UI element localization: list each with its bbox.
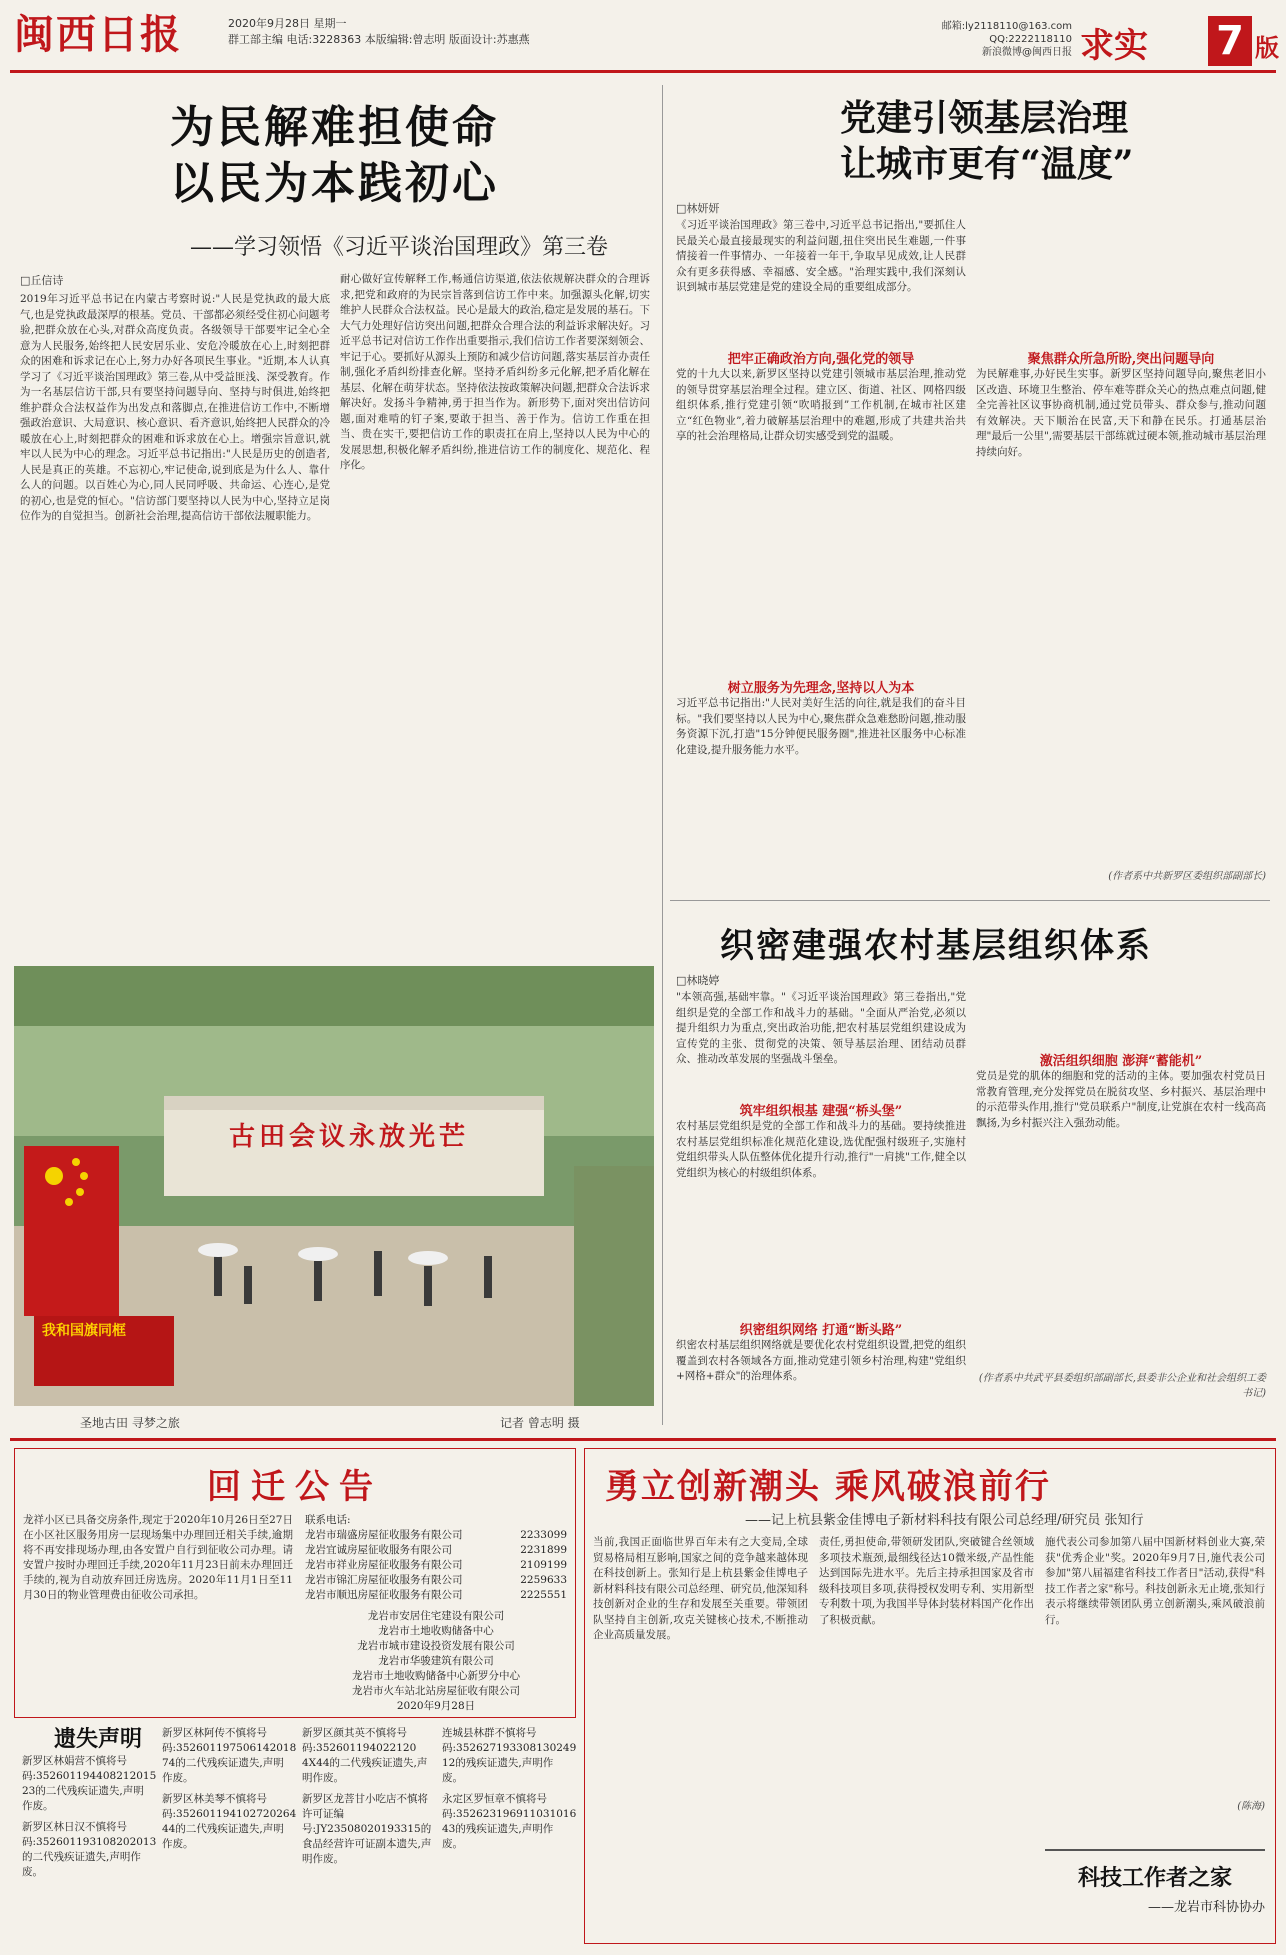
article3-section2-heading: 织密组织网络 打通“断头路” bbox=[739, 1323, 903, 1338]
article2-section1-text: 党的十九大以来,新罗区坚持以党建引领城市基层治理,推动党的领导贯穿基层治理全过程。建立区、街道、社区、网格四级组织体系,推行党建引领“吹哨报到”工作机制,在城市社区建立“红色物业”,着力破解基层治理中的难题,形成了共建共治共享的社会治理格局,让群众切实感受到党的温暖。 bbox=[676, 368, 966, 442]
photo-gutian bbox=[14, 966, 654, 1406]
article2-section3-text: 为民解难事,办好民生实事。新罗区坚持问题导向,聚焦老旧小区改造、环境卫生整治、停车难等群众关心的热点难点问题,健全完善社区议事协商机制,通过党员带头、群众参与,推动问题有效解决。天下顺治在民富,天下和静在民乐。打通基层治理"最后一公里",需要基层干部练就过硬本领,推动城市基层治理持续向好。 bbox=[976, 368, 1266, 458]
article3-author-note: (作者系中共武平县委组织部副部长,县委非公企业和社会组织工委书记) bbox=[978, 1373, 1266, 1399]
article3-intro: "本领高强,基础牢靠。"《习近平谈治国理政》第三卷指出,"党组织是党的全部工作和战斗力的基础。"全面从严治党,必须以提升组织力为重点,突出政治功能,把农村基层党组织建设成为宣传党的主张、贯彻党的决策、领导基层治理、团结动员群众、推动改革发展的坚强战斗堡垒。 bbox=[676, 991, 966, 1065]
newspaper-title: 闽西日报 bbox=[14, 11, 182, 58]
article2-column-1 bbox=[676, 218, 966, 846]
notice-issuers: 龙岩市安居住宅建设有限公司 龙岩市土地收购储备中心 龙岩市城市建设投资发展有限公司 龙岩市华骏建筑有限公司 龙岩市土地收购储备中心新罗分中心 龙岩市火车站北站房屋征收有限公司 2020年9月28日 bbox=[352, 1610, 520, 1712]
photo-sign-text: 古田会议永放光芒 bbox=[229, 1122, 470, 1152]
article3-section3-heading: 激活组织细胞 澎湃“蓄能机” bbox=[1039, 1054, 1203, 1069]
sci-home-title: 科技工作者之家 bbox=[1077, 1865, 1232, 1891]
article3-byline: □林晓婷 bbox=[676, 974, 720, 987]
article2-author-note: (作者系中共新罗区委组织部副部长) bbox=[1108, 871, 1266, 882]
lost-item: 新罗区颜其英不慎将号码:352601194022120 4X44的二代残疾证遗失,声明作废。 bbox=[302, 1727, 428, 1784]
article1-headline bbox=[170, 100, 590, 212]
lost-item: 新罗区林阿传不慎将号码:352601197506142018 74的二代残疾证遗失,声明作废。 bbox=[162, 1727, 297, 1784]
article3-section1-text: 农村基层党组织是党的全部工作和战斗力的基础。要持续推进农村基层党组织标准化规范化建设,选优配强村级班子,实施村党组织带头人队伍整体优化提升行动,推行"一肩挑"工作,健全以党组织为核心的村级组织体系。 bbox=[676, 1120, 966, 1179]
contact-weibo: 新浪微博@闽西日报 bbox=[982, 47, 1072, 58]
sci-home-box bbox=[1045, 1849, 1265, 1931]
issue-date: 2020年9月28日 星期一 bbox=[228, 17, 347, 30]
lost-title: 遗失声明 bbox=[54, 1726, 143, 1752]
notice-contacts bbox=[305, 1513, 567, 1714]
lost-item: 新罗区林日汉不慎将号码:352601193108202013的二代残疾证遗失,声明作废。 bbox=[22, 1821, 157, 1878]
lost-column-4 bbox=[442, 1726, 577, 1858]
article3-section1-heading: 筑牢组织根基 建强“桥头堡” bbox=[739, 1104, 903, 1119]
sci-home-subtitle: ——龙岩市科协协办 bbox=[1147, 1900, 1265, 1915]
article4-subtitle: ——记上杭县紫金佳博电子新材料科技有限公司总经理/研究员 张知行 bbox=[745, 1513, 1144, 1528]
contact-row: 龙岩市顺迅房屋征收服务有限公司 2225551 bbox=[305, 1589, 567, 1601]
article2-intro: 《习近平谈治国理政》第三卷中,习近平总书记指出,"要抓住人民最关心最直接最现实的利益问题,扭住突出民生难题,一件事情接着一件事情办、一年接着一年干,争取早见成效,让人民群众有更多获得感、幸福感、安全感。"治理实践中,我们深刻认识到城市基层党建是党的建设全局的重要组成部分。 bbox=[676, 219, 966, 293]
contact-email: 邮箱:ly2118110@163.com bbox=[941, 21, 1072, 32]
contact-row: 龙岩市祥业房屋征收服务有限公司 2109199 bbox=[305, 1559, 567, 1571]
article1-title-line1: 为民解难担使命 bbox=[170, 102, 499, 153]
article1-subtitle: ——学习领悟《习近平谈治国理政》第三卷 bbox=[190, 235, 609, 260]
article3-section3-text: 党员是党的肌体的细胞和党的活动的主体。要加强农村党员日常教育管理,充分发挥党员在脱贫攻坚、乡村振兴、基层治理中的示范带头作用,推行"党员联系户"制度,让党旗在农村一线高高飘扬,为乡村振兴注入强劲动能。 bbox=[976, 1070, 1266, 1129]
article2-section2-text: 习近平总书记指出:"人民对美好生活的向往,就是我们的奋斗目标。"我们要坚持以人民为中心,聚焦群众急难愁盼问题,推动服务资源下沉,打造"15分钟便民服务圈",推进社区服务中心标准化建设,提升服务能力水平。 bbox=[676, 697, 966, 756]
photo-caption: 圣地古田 寻梦之旅 bbox=[80, 1416, 180, 1430]
article2-column-2 bbox=[976, 218, 1266, 882]
notice-body: 龙祥小区已具备交房条件,现定于2020年10月26日至27日在小区社区服务用房一层现场集中办理回迁相关手续,逾期将不再安排现场办理,由各安置户自行到征收公司办理。请安置户按时办理回迁手续,2020年11月23日前未办理回迁手续的,视为自动放弃回迁房选房。2020年11月1日至11月30日的物业管理费由征收公司承担。 bbox=[23, 1514, 293, 1601]
notice-title: 回迁公告 bbox=[207, 1467, 383, 1507]
masthead-info bbox=[228, 16, 530, 48]
article4-title: 勇立创新潮头 乘风破浪前行 bbox=[605, 1467, 1051, 1507]
article2-headline bbox=[840, 95, 1260, 187]
section-name: 求实 bbox=[1080, 26, 1148, 66]
lost-item: 连城县林群不慎将号码:352627193308130249 12的残疾证遗失,声明作废。 bbox=[442, 1727, 577, 1784]
relocation-notice bbox=[14, 1448, 576, 1718]
photo-banner-text: 我和国旗同框 bbox=[42, 1323, 126, 1339]
photo-illustration bbox=[14, 966, 654, 1406]
lost-item: 新罗区林娟营不慎将号码:352601194408212015 23的二代残疾证遗失,声明作废。 bbox=[22, 1755, 157, 1812]
lost-item: 新罗区龙菩甘小吃店不慎将许可证编号:JY23508020193315的食品经营许可证副本遗失,声明作废。 bbox=[302, 1793, 432, 1865]
editor-line: 群工部主编 电话:3228363 本版编辑:曾志明 版面设计:苏惠燕 bbox=[228, 33, 530, 46]
article4-column-3: 施代表公司参加第八届中国新材料创业大赛,荣获"优秀企业"奖。2020年9月7日,施代表公司参加"第八届福建省科技工作者日"活动,获得"科技工作者之家"称号。科技创新永无止境,张知行表示将继续带领团队勇立创新潮头,乘风破浪前行。 bbox=[1045, 1536, 1265, 1626]
article1-column-2: 耐心做好宣传解释工作,畅通信访渠道,依法依规解决群众的合理诉求,把党和政府的为民宗旨落到信访工作中来。加强源头化解,切实维护人民群众合法权益。民心是最大的政治,稳定是发展的基石。下大气力处理好信访突出问题,把群众合理合法的利益诉求解决好。习近平总书记对信访工作作出重要指示,我们信访工作者要深刻领会、牢记于心。要抓好从源头上预防和减少信访问题,落实基层首办责任制,强化矛盾纠纷排查化解。坚持矛盾纠纷多元化解,把矛盾化解在基层、化解在萌芽状态。坚持依法按政策解决问题,把群众合法诉求解决好。发扬斗争精神,勇于担当作为。新形势下,面对突出信访问题,面对难啃的钉子案,要敢于担当、善于作为。信访工作重在担当、贵在实干,要把信访工作的职责扛在肩上,坚持以人民为中心的发展思想,积极化解矛盾纠纷,推进信访工作的制度化、规范化、程序化。 bbox=[340, 273, 650, 471]
masthead-rule bbox=[10, 70, 1276, 73]
article4-box bbox=[584, 1448, 1276, 1944]
article3-section2-text: 织密农村基层组织网络就是要优化农村党组织设置,把党的组织覆盖到农村各领域各方面,推动党建引领乡村治理,构建"党组织+网格+群众"的治理体系。 bbox=[676, 1339, 966, 1382]
lost-column-3 bbox=[302, 1726, 432, 1873]
page-suffix: 版 bbox=[1255, 34, 1279, 62]
article2-section3-heading: 聚焦群众所急所盼,突出问题导向 bbox=[1027, 352, 1215, 367]
article2-title-line2: 让城市更有“温度” bbox=[840, 143, 1134, 185]
contact-qq: QQ:2222118110 bbox=[989, 34, 1072, 45]
article3-title: 织密建强农村基层组织体系 bbox=[720, 926, 1152, 966]
lost-item: 永定区罗恒章不慎将号码:352623196911031016 43的残疾证遗失,声明作废。 bbox=[442, 1793, 577, 1850]
contact-info bbox=[900, 20, 1072, 59]
photo-credit: 记者 曾志明 摄 bbox=[500, 1416, 580, 1430]
column-divider bbox=[662, 85, 663, 1425]
article1-byline: □丘信诗 bbox=[20, 274, 64, 287]
notice-contacts-title: 联系电话: bbox=[305, 1514, 351, 1526]
lost-column-1 bbox=[22, 1754, 157, 1886]
contact-row: 龙岩宜诚房屋征收服务有限公司 2231899 bbox=[305, 1544, 567, 1556]
page-number: 7 bbox=[1208, 16, 1252, 66]
article2-section1-heading: 把牢正确政治方向,强化党的领导 bbox=[727, 352, 915, 367]
article3-column-1 bbox=[676, 990, 966, 1418]
contact-row: 龙岩市瑞盛房屋征收服务有限公司 2233099 bbox=[305, 1529, 567, 1541]
bottom-section-rule bbox=[10, 1438, 1276, 1441]
article4-column-2: 责任,勇担使命,带领研发团队,突破键合丝领域多项技术瓶颈,最细线径达10微米级,产品性能达到国际先进水平。先后主持承担国家及省市级科技项目多项,获得授权发明专利、实用新型专利数十项,为我国半导体封装材料国产化作出了积极贡献。 bbox=[819, 1536, 1034, 1626]
article1-column-1: 2019年习近平总书记在内蒙古考察时说:"人民是党执政的最大底气,也是党执政最深厚的根基。党员、干部都必须经受住初心问题考验,把群众放在心头,对群众高度负责。各级领导干部要牢记全心全意为人民服务,始终把人民安居乐业、安危冷暖放在心上,时刻把群众的困难和诉求记在心上,努力办好各项民生事业。"近期,本人认真学习了《习近平谈治国理政》第三卷,从中受益匪浅、深受教育。作为一名基层信访干部,只有要坚持问题导向、坚持与时俱进,始终把维护群众合法权益作为出发点和落脚点,在推进信访工作中,不断增强政治意识、大局意识、核心意识、看齐意识,始终把人民群众的冷暖放在心上,时刻把群众的困难和诉求放在心上。增强宗旨意识,就牢以人民为中心的理念。习近平总书记指出:"人民是历史的创造者,人民是真正的英雄。不忘初心,牢记使命,说到底是为什么人、靠什么人的问题。以百姓心为心,同人民同呼吸、共命运、心连心,是党的初心,也是党的恒心。"信访部门要坚持以人民为中心,坚持立足岗位作为的自觉担当。创新社会治理,提高信访干部依法履职能力。 bbox=[20, 293, 330, 522]
article-divider bbox=[670, 900, 1270, 901]
lost-notices bbox=[14, 1722, 577, 1942]
article3-column-2 bbox=[976, 990, 1266, 1399]
article2-section2-heading: 树立服务为先理念,坚持以人为本 bbox=[727, 681, 915, 696]
article1-title-line2: 以民为本践初心 bbox=[170, 158, 499, 209]
lost-item: 新罗区林美琴不慎将号码:352601194102720264 44的二代残疾证遗失,声明作废。 bbox=[162, 1793, 297, 1850]
article4-column-1: 当前,我国正面临世界百年未有之大变局,全球贸易格局相互影响,国家之间的竞争越来越体现在科技创新上。张知行是上杭县紫金佳博电子新材料科技有限公司总经理、研究员,他深知科技创新对企业的生存和发展至关重要。带领团队坚持自主创新,攻克关键核心技术,不断推动企业高质量发展。 bbox=[593, 1536, 808, 1641]
article2-title-line1: 党建引领基层治理 bbox=[840, 97, 1129, 139]
contact-row: 龙岩市锦汇房屋征收服务有限公司 2259633 bbox=[305, 1574, 567, 1586]
article4-note: (陈海) bbox=[1237, 1801, 1265, 1812]
article2-byline: □林妍妍 bbox=[676, 202, 720, 215]
lost-column-2 bbox=[162, 1726, 297, 1858]
